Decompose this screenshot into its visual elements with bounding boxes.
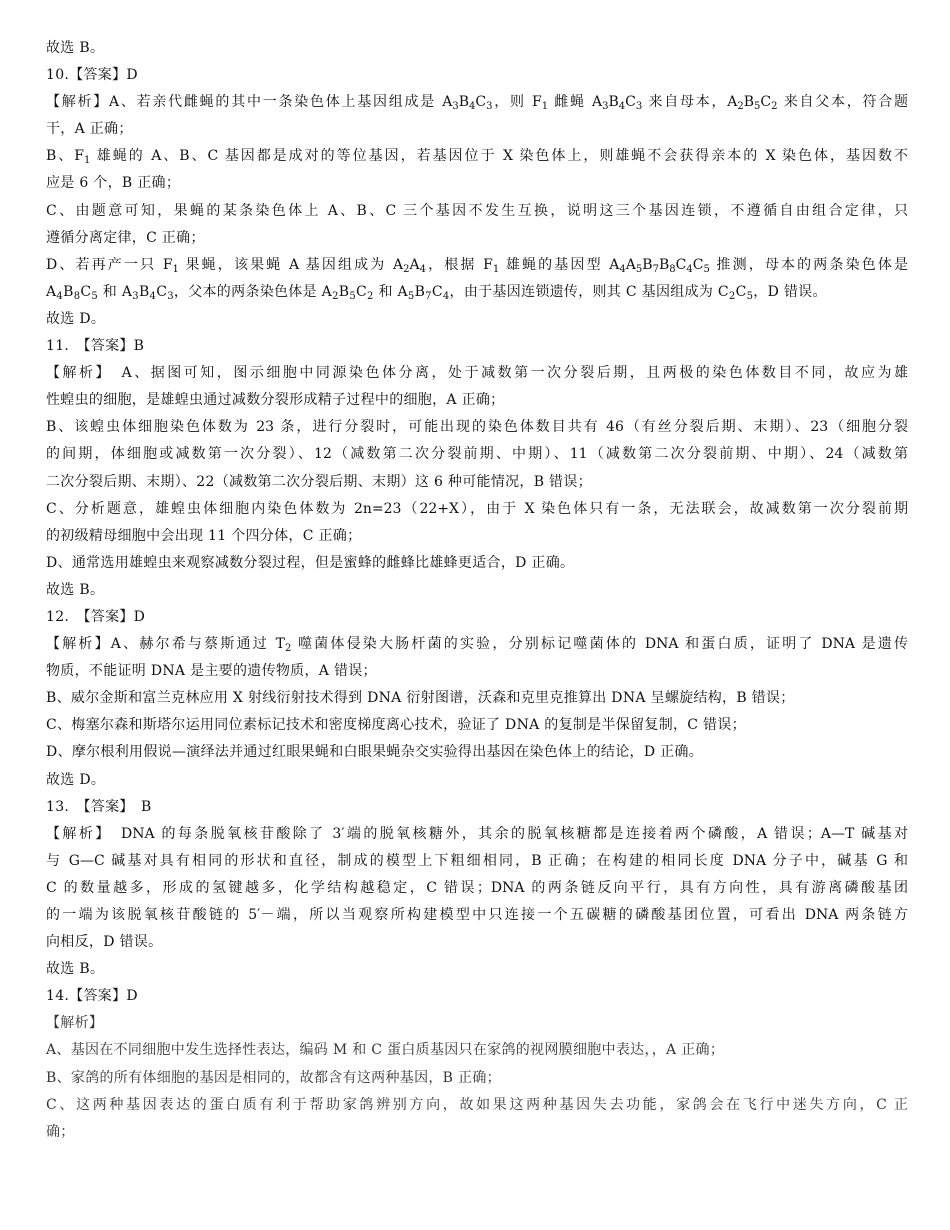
text-line: D、若再产一只 $F_1$ 果蝇，该果蝇 A 基因组成为 $A_2A_4$，根据 $F_1$ 雄蝇的基因型 $A_4A_5B_7B_8C_4C_5$ 推测，母本的两条染色体是 <box>46 256 909 275</box>
text-line: 13. 【答案】 B <box>46 798 152 815</box>
text-line: C、这两种基因表达的蛋白质有利于帮助家鸽辨别方向，故如果这两种基因失去功能，家鸽会在飞行中迷失方向，C 正 <box>46 1096 908 1113</box>
document-page <box>46 38 908 1149</box>
text-line: 遵循分离定律，C 正确； <box>46 229 205 246</box>
text-line: 应是 6 个，B 正确； <box>46 175 181 192</box>
text-line: 的初级精母细胞中会出现 11 个四分体，C 正确； <box>46 527 362 544</box>
text-line: 干，A 正确； <box>46 121 133 138</box>
text-line: 【解析】 DNA 的每条脱氧核苷酸除了 3′端的脱氧核糖外，其余的脱氧核糖都是连接着两个磷酸，A 错误；A—T 碱基对 <box>46 825 908 842</box>
text-line: 与 G—C 碱基对具有相同的形状和直径，制成的模型上下粗细相同，B 正确；在构建的相同长度 DNA 分子中，碱基 G 和 <box>46 852 908 869</box>
text-line: D、摩尔根利用假说—演绎法并通过红眼果蝇和白眼果蝇杂交实验得出基因在染色体上的结论，D 正确。 <box>46 744 703 761</box>
text-line: 故选 D。 <box>46 310 106 327</box>
text-line: B、$F_1$ 雄蝇的 A、B、C 基因都是成对的等位基因，若基因位于 X 染色体上，则雄蝇不会获得亲本的 X 染色体，基因数不 <box>46 148 908 167</box>
text-line: C 的数量越多，形成的氢键越多，化学结构越稳定，C 错误；DNA 的两条链反向平行，具有方向性，具有游离磷酸基团 <box>46 879 908 896</box>
text-line: 11. 【答案】B <box>46 338 145 355</box>
text-line: D、通常选用雄蝗虫来观察减数分裂过程，但是蜜蜂的雌蜂比雄蜂更适合，D 正确。 <box>46 554 575 571</box>
text-line: 【解析】 A、据图可知，图示细胞中同源染色体分离，处于减数第一次分裂后期，且两极的染色体数目不同，故应为雄 <box>46 365 908 382</box>
text-line: A、基因在不同细胞中发生选择性表达，编码 M 和 C 蛋白质基因只在家鸽的视网膜细胞中表达，，A 正确； <box>46 1042 725 1059</box>
text-line: 确； <box>46 1123 75 1140</box>
text-line: $A_4B_8C_5$ 和 $A_3B_4C_3$，父本的两条染色体是 $A_2B_5C_2$ 和 $A_5B_7C_4$，由于基因连锁遗传，则其 C 基因组成为 $C_2C_5$，D 错误。 <box>46 283 827 302</box>
text-line: 故选 B。 <box>46 961 105 978</box>
text-line: 10.【答案】D <box>46 67 138 84</box>
text-line: B、威尔金斯和富兰克林应用 X 射线衍射技术得到 DNA 衍射图谱，沃森和克里克推算出 DNA 呈螺旋结构，B 错误； <box>46 690 795 707</box>
text-line: 故选 B。 <box>46 581 105 598</box>
text-line: C、由题意可知，果蝇的某条染色体上 A、B、C 三个基因不发生互换，说明这三个基因连锁，不遵循自由组合定律，只 <box>46 202 908 219</box>
text-line: 向相反，D 错误。 <box>46 934 163 951</box>
text-line: 性蝗虫的细胞，是雄蝗虫通过减数分裂形成精子过程中的细胞，A 正确； <box>46 392 505 409</box>
text-line: 【解析】A、赫尔希与蔡斯通过 $T_2$ 噬菌体侵染大肠杆菌的实验，分别标记噬菌体的 DNA 和蛋白质，证明了 DNA 是遗传 <box>46 636 909 655</box>
text-line: 的一端为该脱氧核苷酸链的 5′－端，所以当观察所构建模型中只连接一个五碳糖的磷酸基团位置，可看出 DNA 两条链方 <box>46 907 908 923</box>
text-line: C、梅塞尔森和斯塔尔运用同位素标记技术和密度梯度离心技术，验证了 DNA 的复制是半保留复制，C 错误； <box>46 717 746 734</box>
text-line: 故选 B。 <box>46 40 105 56</box>
text-line: C、分析题意，雄蝗虫体细胞内染色体数为 2n=23（22+X），由于 X 染色体只有一条，无法联会，故减数第一次分裂前期 <box>46 500 908 517</box>
text-line: B、该蝗虫体细胞染色体数为 23 条，进行分裂时，可能出现的染色体数目共有 46（有丝分裂后期、末期）、23（细胞分裂 <box>46 419 908 436</box>
text-line: 12. 【答案】D <box>46 608 146 625</box>
text-line: 【解析】 <box>46 1015 104 1032</box>
text-line: 故选 D。 <box>46 771 106 788</box>
text-line: 二次分裂后期、末期）、22（减数第二次分裂后期、末期）这 6 种可能情况，B 错误； <box>46 473 592 490</box>
text-line: B、家鸽的所有体细胞的基因是相同的，故都含有这两种基因，B 正确； <box>46 1069 501 1086</box>
text-line: 【解析】A、若亲代雌蝇的其中一条染色体上基因组成是 $A_3B_4C_3$，则 $F_1$ 雌蝇 $A_3B_4C_3$ 来自母本，$A_2B_5C_2$ 来自父本，符合题 <box>46 94 909 113</box>
text-line: 14.【答案】D <box>46 988 138 1005</box>
text-line: 物质，不能证明 DNA 是主要的遗传物质，A 错误； <box>46 663 377 680</box>
text-line: 的间期，体细胞或减数第一次分裂）、12（减数第二次分裂前期、中期）、11（减数第二次分裂前期、中期）、24（减数第 <box>46 446 908 463</box>
